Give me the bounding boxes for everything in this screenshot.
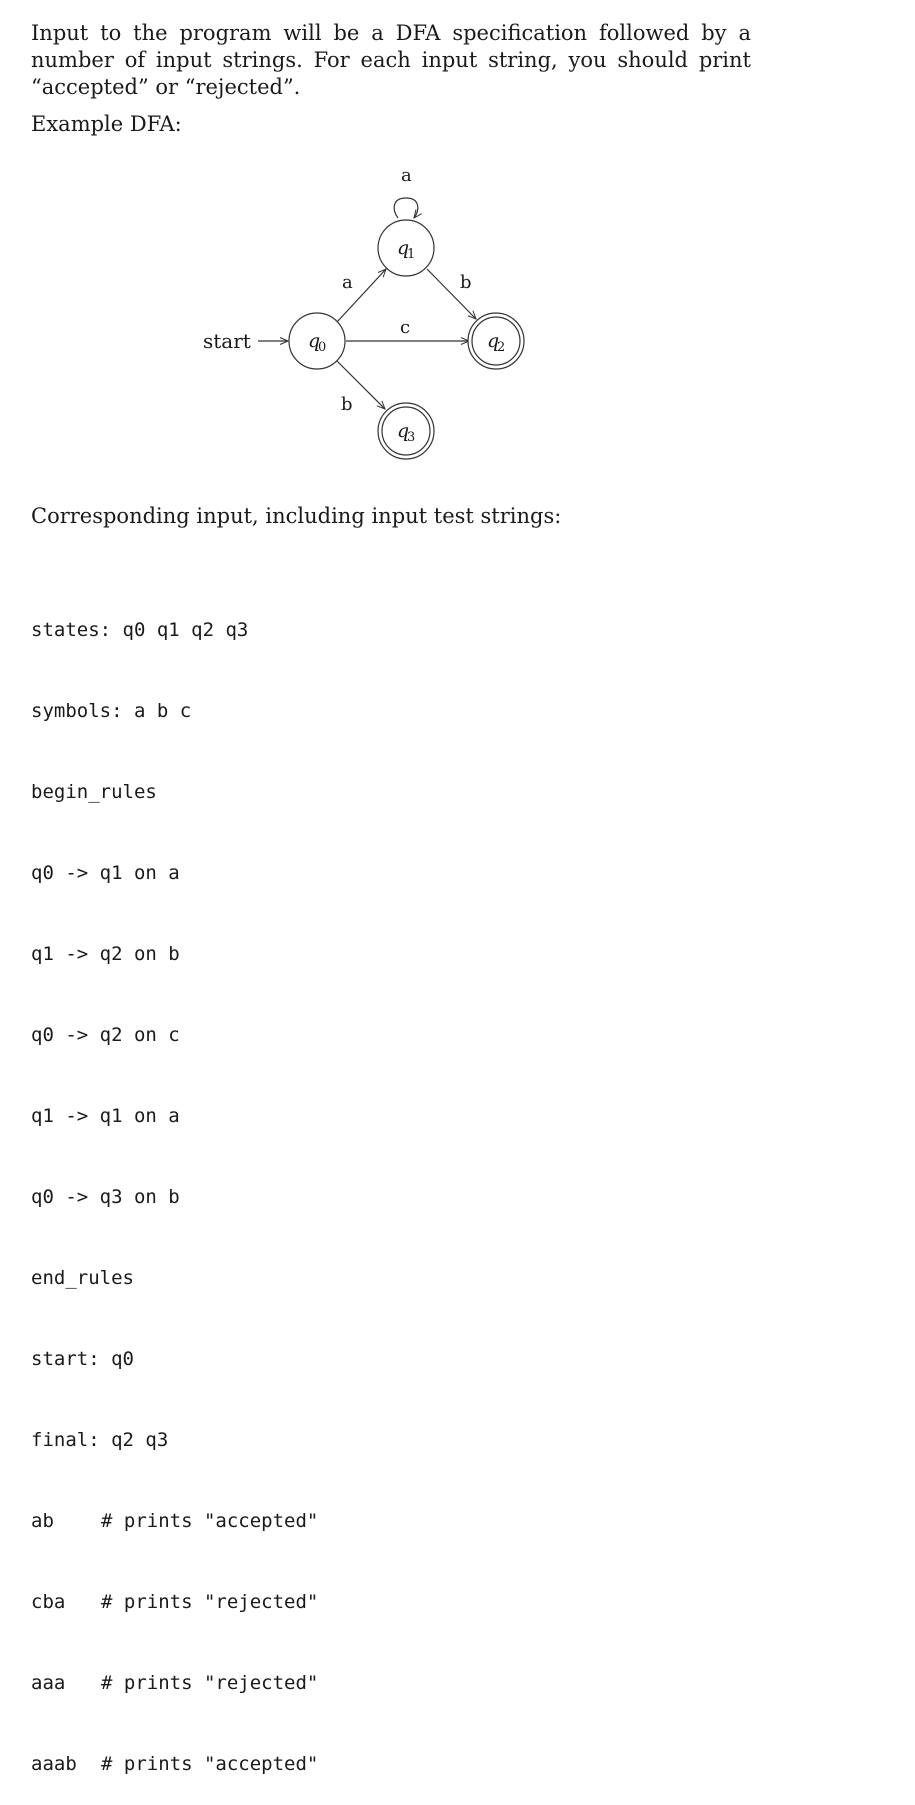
- label-q0-q1: a: [342, 272, 353, 293]
- svg-text:q: q: [397, 420, 410, 442]
- test-comment: # prints "rejected": [101, 1672, 319, 1694]
- test-comment: # prints "rejected": [101, 1591, 319, 1613]
- dfa-diagram: [0, 150, 915, 470]
- label-q0-q3: b: [341, 394, 353, 415]
- spec-line: states: q0 q1 q2 q3: [31, 619, 249, 641]
- spec-line: q0 -> q3 on b: [31, 1186, 180, 1208]
- svg-text:q: q: [487, 330, 500, 352]
- state-q0: [289, 313, 345, 369]
- spec-line: end_rules: [31, 1267, 134, 1289]
- label-q1-q2: b: [460, 272, 472, 293]
- state-q2: [468, 313, 524, 369]
- start-label: start: [203, 329, 251, 353]
- test-comment: # prints "accepted": [101, 1753, 319, 1775]
- intro-paragraph: Input to the program will be a DFA specification followed by a number of input strings. For each input string, you should print “accepted” or “rejected”.: [31, 21, 751, 99]
- svg-text:2: 2: [497, 340, 506, 355]
- state-q3: [378, 403, 434, 459]
- label-q0-q2: c: [400, 317, 411, 338]
- test-line: [31, 1670, 318, 1697]
- spec-line: start: q0: [31, 1348, 134, 1370]
- test-input: cba: [31, 1591, 66, 1613]
- test-line: [31, 1751, 318, 1778]
- spec-line: q0 -> q1 on a: [31, 862, 180, 884]
- test-input: aaa: [31, 1672, 66, 1694]
- spec-line: q1 -> q2 on b: [31, 943, 180, 965]
- example-dfa-label: Example DFA:: [31, 112, 182, 136]
- test-input: aaab: [31, 1753, 77, 1775]
- spec-line: begin_rules: [31, 781, 157, 803]
- test-input: ab: [31, 1510, 54, 1532]
- test-line: [31, 1508, 318, 1535]
- svg-text:3: 3: [407, 430, 416, 445]
- svg-text:q: q: [308, 330, 321, 352]
- svg-text:1: 1: [407, 247, 416, 262]
- svg-text:q: q: [397, 237, 410, 259]
- test-line: [31, 1589, 318, 1616]
- spec-line: final: q2 q3: [31, 1429, 169, 1451]
- test-comment: # prints "accepted": [101, 1510, 319, 1532]
- svg-text:0: 0: [318, 340, 327, 355]
- spec-line: q1 -> q1 on a: [31, 1105, 180, 1127]
- label-q1-loop: a: [401, 165, 412, 186]
- spec-line: symbols: a b c: [31, 700, 192, 722]
- spec-line: q0 -> q2 on c: [31, 1024, 180, 1046]
- input-spec-code-block: [31, 563, 318, 1805]
- edge-q1-loop: [394, 198, 418, 218]
- corresponding-input-label: Corresponding input, including input test strings:: [31, 504, 562, 528]
- state-q1: [378, 220, 434, 276]
